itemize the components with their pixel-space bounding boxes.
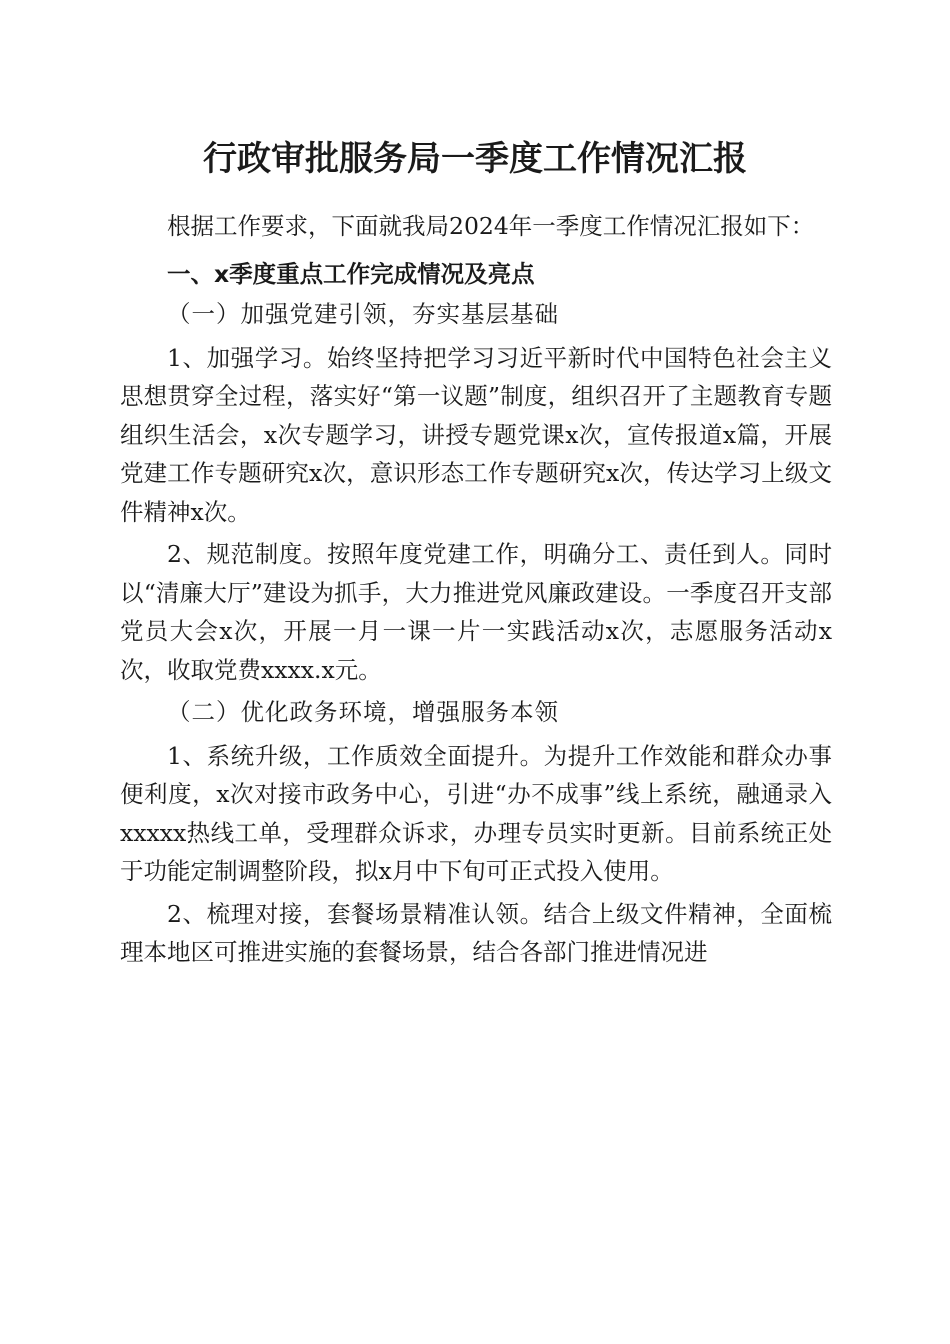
intro-paragraph: 根据工作要求，下面就我局2024年一季度工作情况汇报如下： (167, 212, 815, 240)
subsection-heading: （二）优化政务环境，增强服务本领 (167, 698, 559, 726)
body-paragraph: 1、系统升级，工作质效全面提升。为提升工作效能和群众办事便利度，x次对接市政务中心，引进“办不成事”线上系统，融通录入xxxxx热线工单，受理群众诉求，办理专员实时更新。目前系统正处于功能定制调整阶段，拟x月中下旬可正式投入使用。 (120, 741, 832, 885)
subsection-heading: （一）加强党建引领，夯实基层基础 (167, 300, 559, 328)
section-heading: 一、x季度重点工作完成情况及亮点 (167, 259, 535, 288)
document-title: 行政审批服务局一季度工作情况汇报 (203, 139, 747, 179)
body-paragraph: 1、加强学习。始终坚持把学习习近平新时代中国特色社会主义思想贯穿全过程，落实好“第一议题”制度，组织召开了主题教育专题组织生活会，x次专题学习，讲授专题党课x次，宣传报道x篇，开展党建工作专题研究x次，意识形态工作专题研究x次，传达学习上级文件精神x次。 (120, 343, 832, 526)
body-paragraph: 2、梳理对接，套餐场景精准认领。结合上级文件精神，全面梳理本地区可推进实施的套餐场景，结合各部门推进情况进 (120, 899, 832, 966)
document-body (120, 207, 832, 976)
body-paragraph: 2、规范制度。按照年度党建工作，明确分工、责任到人。同时以“清廉大厅”建设为抓手，大力推进党风廉政建设。一季度召开支部党员大会x次，开展一月一课一片一实践活动x次，志愿服务活动x次，收取党费xxxx.x元。 (120, 540, 832, 684)
